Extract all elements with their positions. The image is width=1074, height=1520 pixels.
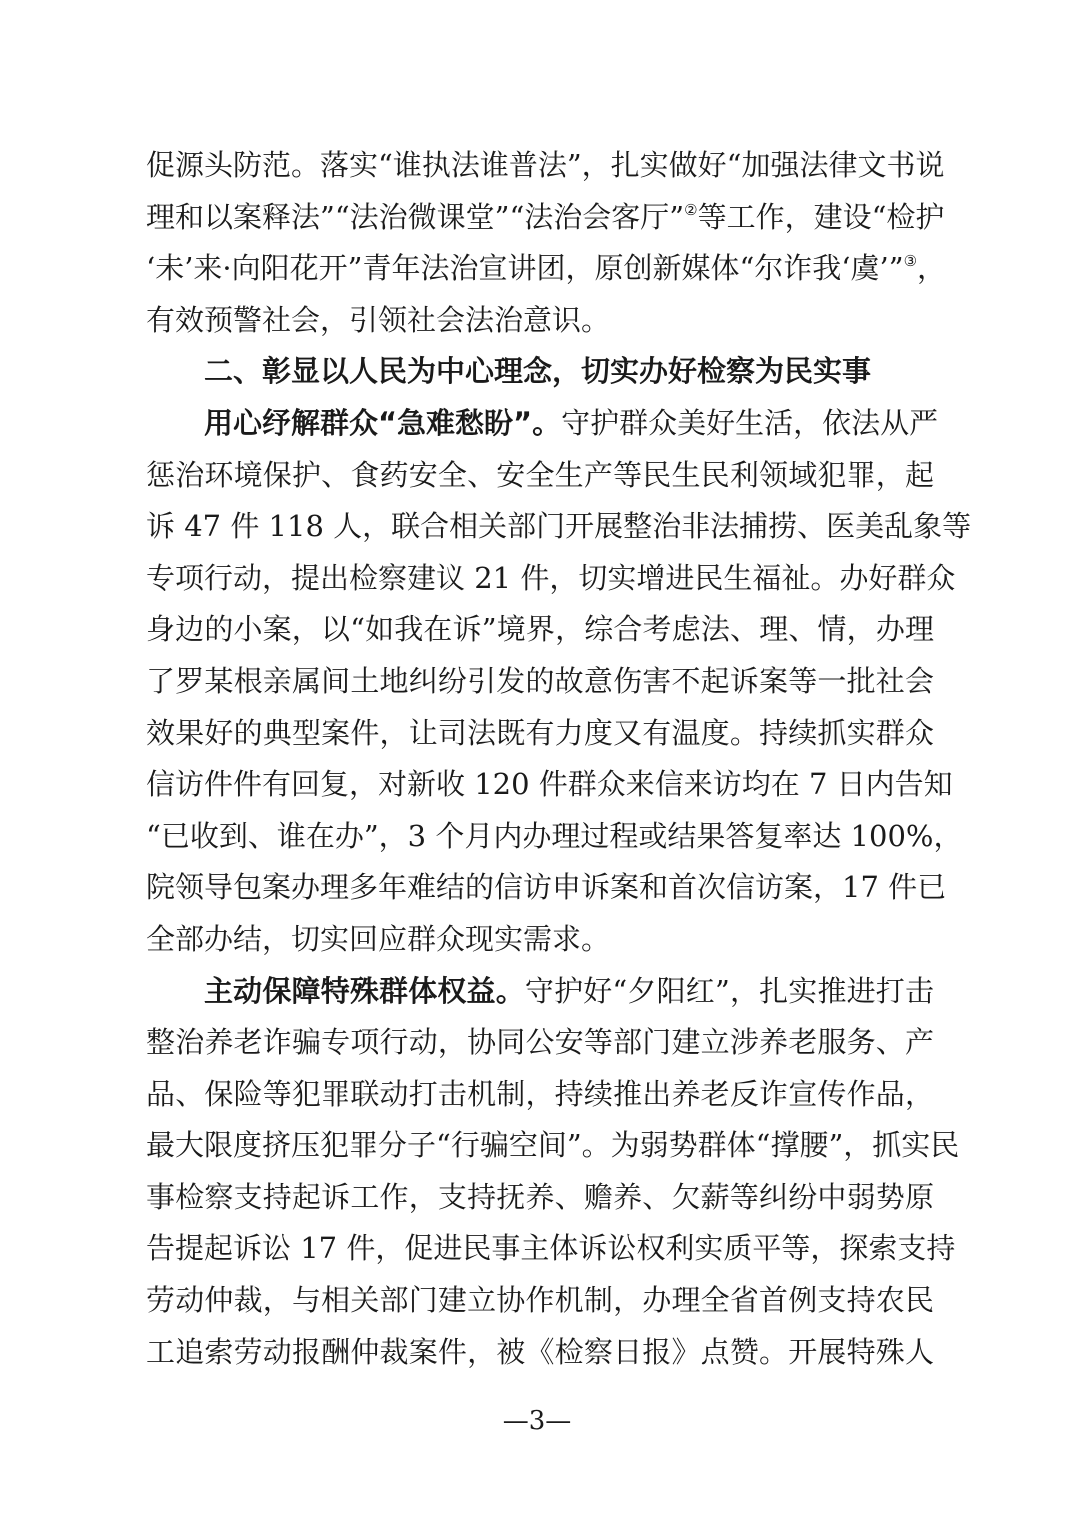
text-segment: ，: [917, 251, 947, 286]
text-line: 惩治环境保护、食药安全、安全生产等民生民利领域犯罪，起: [146, 457, 934, 492]
text-line: 有效预警社会，引领社会法治意识。: [146, 302, 611, 337]
text-line: [146, 198, 945, 236]
text-line: 事检察支持起诉工作，支持抚养、赡养、欠薪等纠纷中弱势原: [146, 1179, 934, 1214]
paragraph-lead-title: 主动保障特殊群体权益。: [204, 973, 525, 1008]
paragraph-lead-title: 用心纾解群众“急难愁盼”。: [204, 405, 562, 440]
text-line: 最大限度挤压犯罪分子“行骗空间”。为弱势群体“撑腰”，抓实民: [146, 1128, 960, 1163]
text-line: 身边的小案，以“如我在诉”境界，综合考虑法、理、情，办理: [146, 612, 934, 647]
footnote-ref-3[interactable]: ③: [903, 252, 918, 271]
text-line: 促源头防范。落实“谁执法谁普法”，扎实做好“加强法律文书说: [146, 148, 945, 182]
page-number: —3—: [502, 1406, 572, 1436]
text-line: 整治养老诈骗专项行动，协同公安等部门建立涉养老服务、产: [146, 1025, 934, 1060]
text-line: “已收到、谁在办”，3 个月内办理过程或结果答复率达 100%，: [146, 818, 963, 853]
text-line: 了罗某根亲属间土地纠纷引发的故意伤害不起诉案等一批社会: [146, 663, 934, 698]
text-line: 告提起诉讼 17 件，促进民事主体诉讼权利实质平等，探索支持: [146, 1231, 956, 1266]
text-segment: ‘未’来·向阳花开”青年法治宣讲团，原创新媒体“尔诈我‘虞’”: [146, 251, 904, 286]
text-line: 劳动仲裁，与相关部门建立协作机制，办理全省首例支持农民: [146, 1283, 934, 1318]
paragraph-first-line: [146, 972, 934, 1010]
footnote-ref-2[interactable]: ②: [684, 200, 698, 219]
text-line: 品、保险等犯罪联动打击机制，持续推出养老反诈宣传作品，: [146, 1076, 934, 1111]
paragraph-first-line: [146, 404, 939, 442]
document-body: [146, 146, 972, 1384]
text-line: 工追索劳动报酬仲裁案件，被《检察日报》点赞。开展特殊人: [146, 1334, 934, 1369]
text-segment: 守护好“夕阳红”，扎实推进打击: [524, 973, 934, 1008]
text-line: 效果好的典型案件，让司法既有力度又有温度。持续抓实群众: [146, 715, 934, 750]
text-line: 信访件件有回复，对新收 120 件群众来信来访均在 7 日内告知: [146, 767, 953, 802]
text-line: 诉 47 件 118 人，联合相关部门开展整治非法捕捞、医美乱象等: [146, 509, 972, 544]
text-segment: 理和以案释法”“法治微课堂”“法治会客厅”: [146, 199, 685, 234]
text-line: [146, 249, 947, 287]
section-heading: 二、彰显以人民为中心理念，切实办好检察为民实事: [204, 354, 872, 389]
text-segment: 守护群众美好生活，依法从严: [561, 405, 939, 440]
text-line: 专项行动，提出检察建议 21 件，切实增进民生福祉。办好群众: [146, 560, 956, 595]
text-segment: 等工作，建设“检护: [697, 199, 945, 234]
text-line: 院领导包案办理多年难结的信访申诉案和首次信访案，17 件已: [146, 870, 947, 905]
text-line: 全部办结，切实回应群众现实需求。: [146, 921, 611, 956]
